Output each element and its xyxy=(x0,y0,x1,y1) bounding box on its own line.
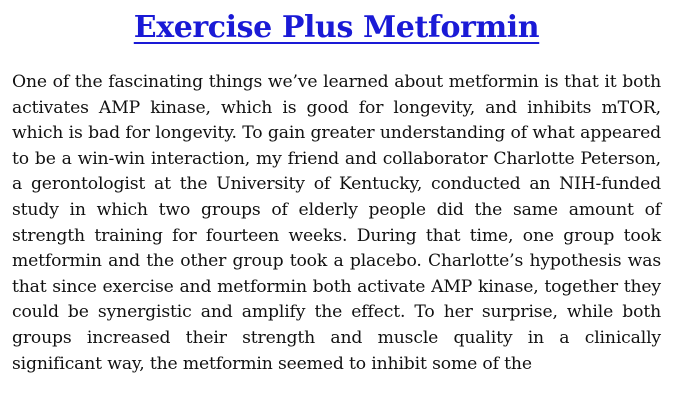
body-paragraph: One of the fascinating things we’ve learned about metformin is that it both activates AMP kinase, which is good for longevity, and inhibits mTOR, which is bad for longevity. To gain greater understanding of what appeared to be a win-win interaction, my friend and collaborator Charlotte Peterson, a gerontologist at the University of Kentucky, conducted an NIH-funded study in which two groups of elderly people did the same amount of strength training for fourteen weeks. During that time, one group took metformin and the other group took a placebo. Charlotte’s hypothesis was that since exercise and metformin both activate AMP kinase, together they could be synergistic and amplify the effect. To her surprise, while both groups increased their strength and muscle quality in a clinically significant way, the metformin seemed to inhibit some of the xyxy=(12,72,661,374)
page-title[interactable]: Exercise Plus Metformin xyxy=(133,10,540,45)
